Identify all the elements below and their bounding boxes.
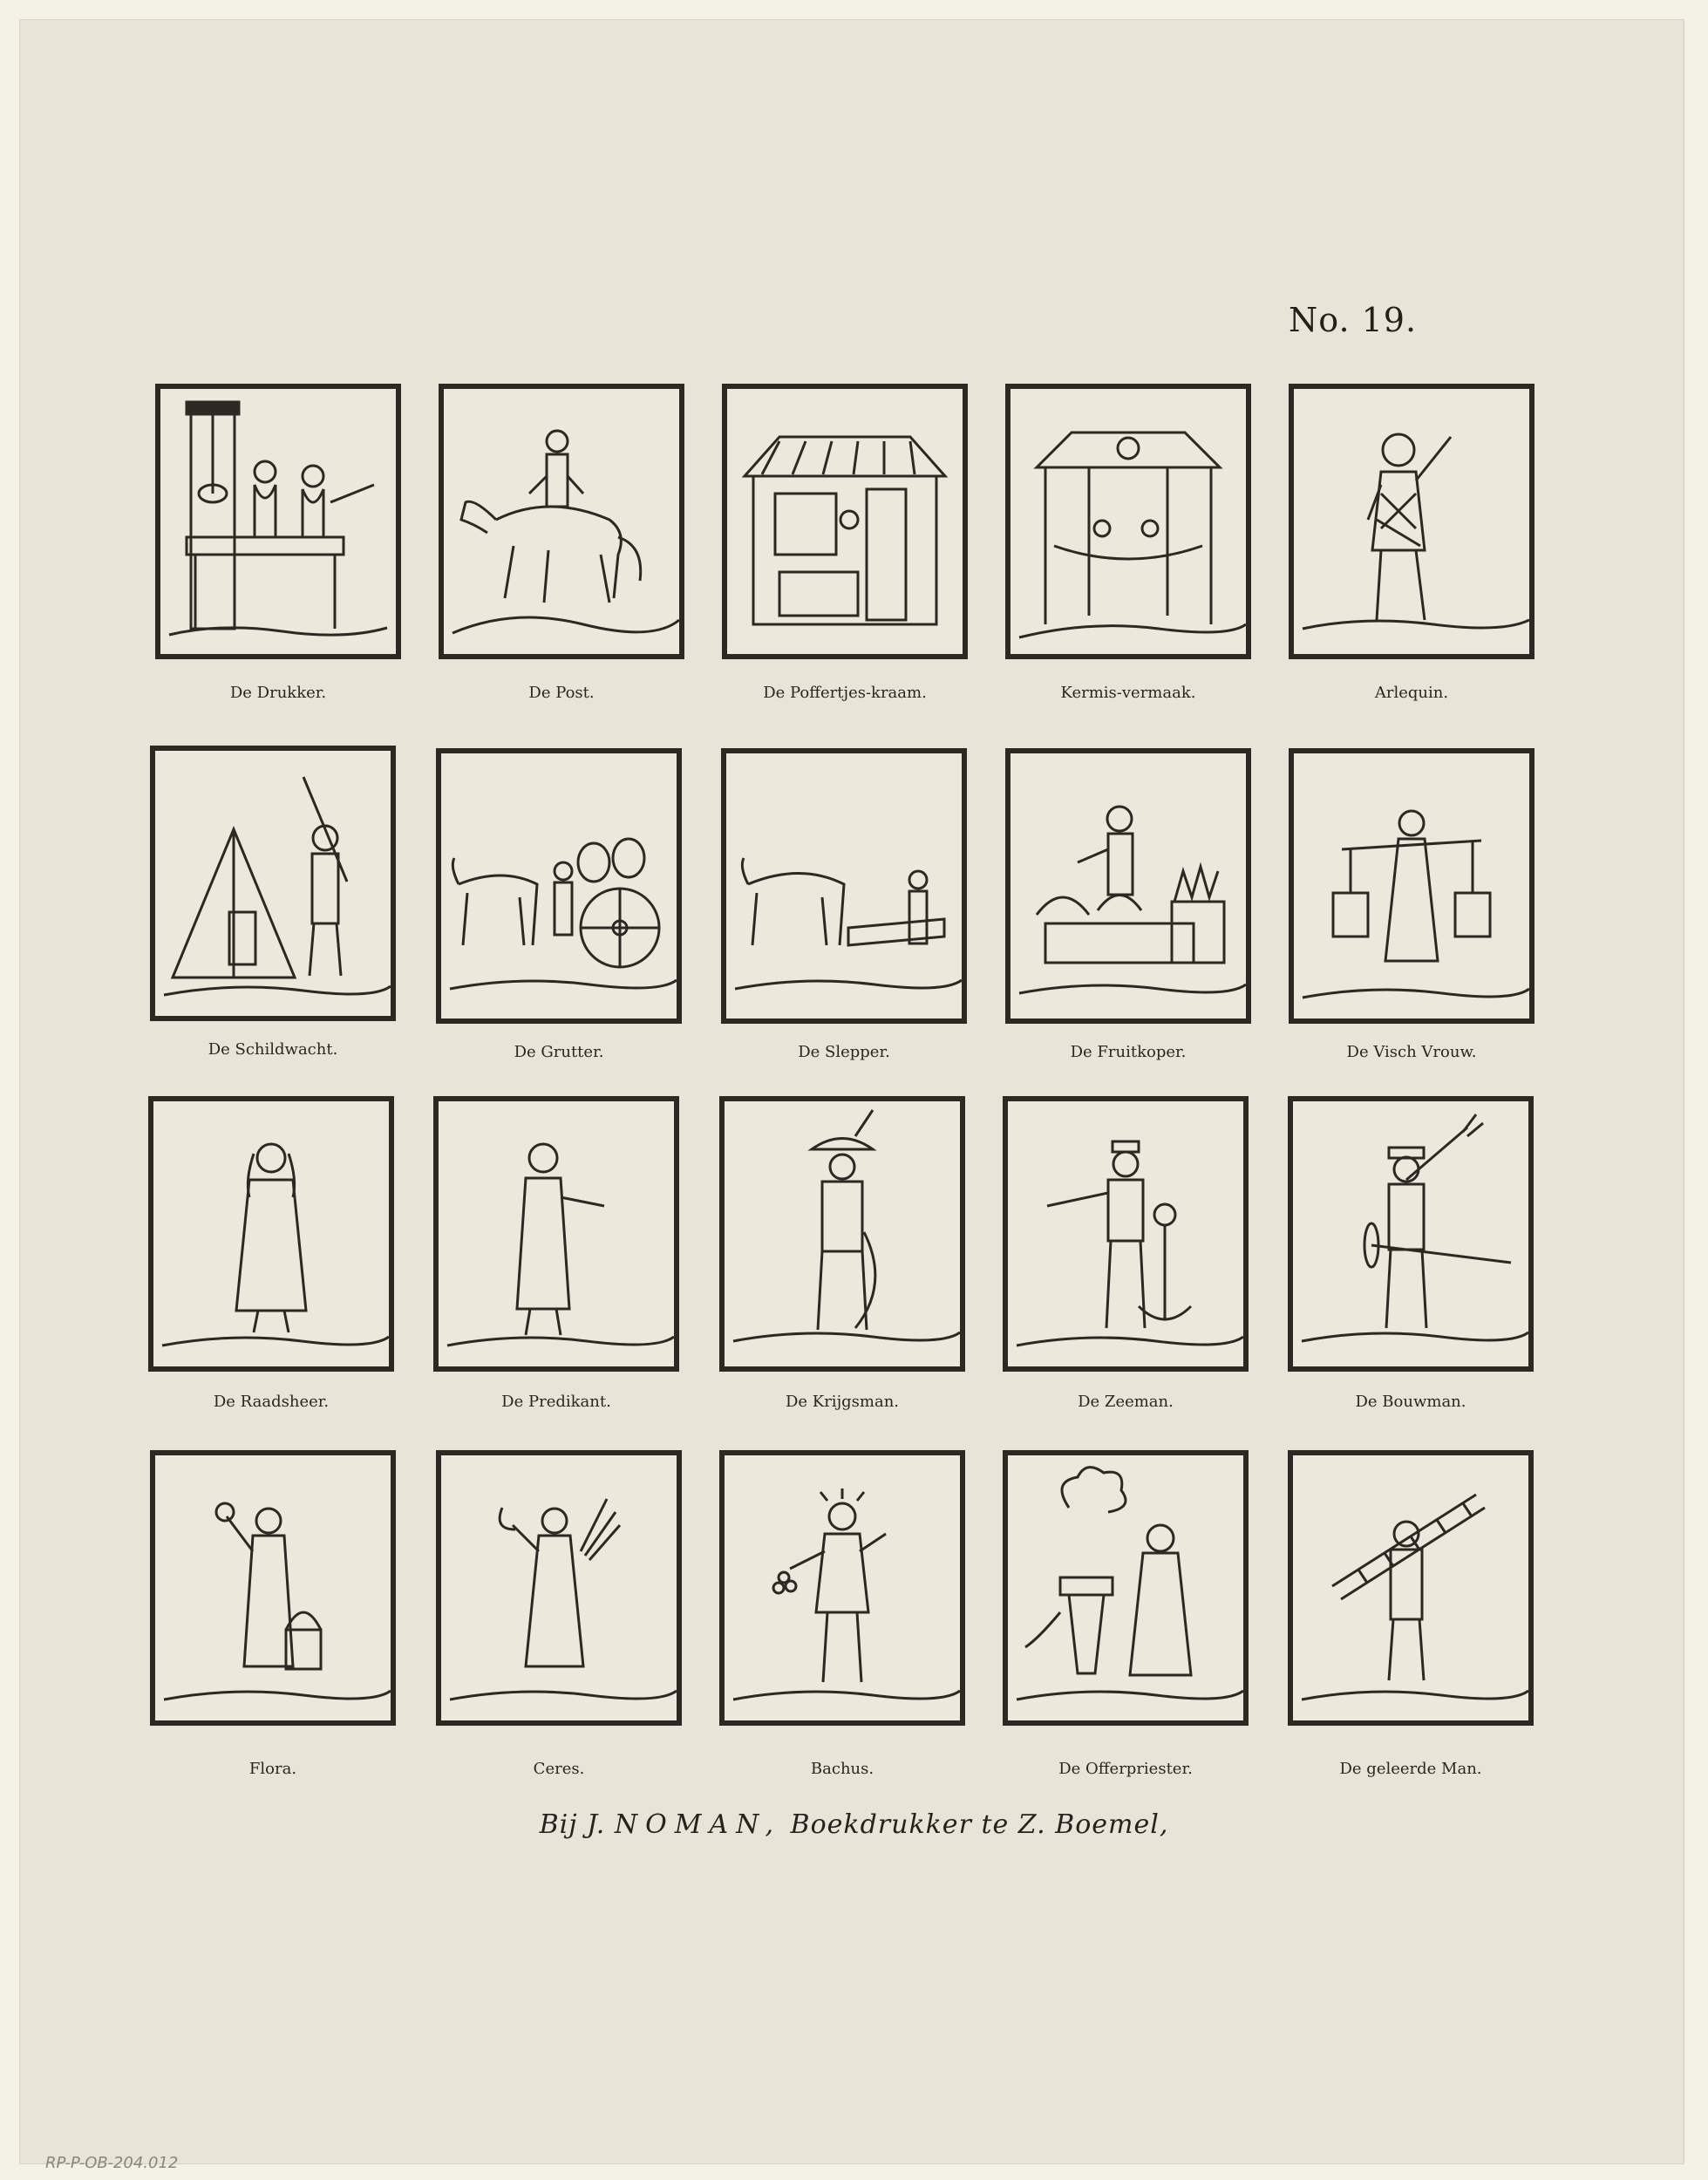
caption: Ceres. xyxy=(533,1760,585,1778)
caption: De Predikant. xyxy=(501,1393,611,1411)
woodcut-horse-sled xyxy=(721,748,967,1024)
woodcut-ceres xyxy=(436,1450,682,1726)
woodcut-sailor-anchor xyxy=(1003,1096,1249,1372)
caption: De Poffertjes-kraam. xyxy=(763,684,927,702)
caption: De Fruitkoper. xyxy=(1070,1043,1187,1061)
caption: De geleerde Man. xyxy=(1339,1760,1482,1778)
caption: De Krijgsman. xyxy=(785,1393,900,1411)
woodcut-bacchus xyxy=(719,1450,965,1726)
woodcut-soldier xyxy=(719,1096,965,1372)
caption: Arlequin. xyxy=(1374,684,1449,702)
caption: De Zeeman. xyxy=(1078,1393,1174,1411)
woodcut-fruit-seller xyxy=(1005,748,1251,1024)
caption: De Offerpriester. xyxy=(1058,1760,1193,1778)
imprint-printer-name: NOMAN, xyxy=(614,1809,781,1840)
woodcut-harlequin xyxy=(1289,384,1534,659)
woodcut-carousel xyxy=(1005,384,1251,659)
imprint-line xyxy=(0,1809,1708,1840)
woodcut-flora xyxy=(150,1450,396,1726)
woodcut-sacrificial-priest xyxy=(1003,1450,1249,1726)
woodcut-preacher xyxy=(433,1096,679,1372)
caption: Flora. xyxy=(248,1760,297,1778)
imprint-lead: Bij J. xyxy=(539,1809,606,1840)
caption: De Raadsheer. xyxy=(213,1393,330,1411)
imprint-trade: Boekdrukker te Z. Boemel, xyxy=(790,1809,1169,1840)
caption: De Drukker. xyxy=(229,684,327,702)
caption: De Slepper. xyxy=(798,1043,890,1061)
woodcut-sentry-tent xyxy=(150,746,396,1021)
caption: Kermis-vermaak. xyxy=(1060,684,1196,702)
inventory-number: RP-P-OB-204.012 xyxy=(45,2154,179,2172)
woodcut-printing-press xyxy=(155,384,401,659)
woodcut-horse-rider xyxy=(439,384,684,659)
caption: De Grutter. xyxy=(514,1043,604,1061)
caption: De Schildwacht. xyxy=(208,1040,338,1059)
caption: De Post. xyxy=(528,684,595,702)
caption: De Visch Vrouw. xyxy=(1346,1043,1477,1061)
woodcut-market-stall xyxy=(722,384,968,659)
caption: Bachus. xyxy=(810,1760,874,1778)
woodcut-councillor xyxy=(148,1096,394,1372)
woodcut-farmer xyxy=(1288,1096,1534,1372)
woodcut-fish-woman xyxy=(1289,748,1534,1024)
caption: De Bouwman. xyxy=(1355,1393,1466,1411)
woodcut-horse-cart xyxy=(436,748,682,1024)
woodcut-ladder-man xyxy=(1288,1450,1534,1726)
sheet-number: No. 19. xyxy=(1289,301,1418,339)
